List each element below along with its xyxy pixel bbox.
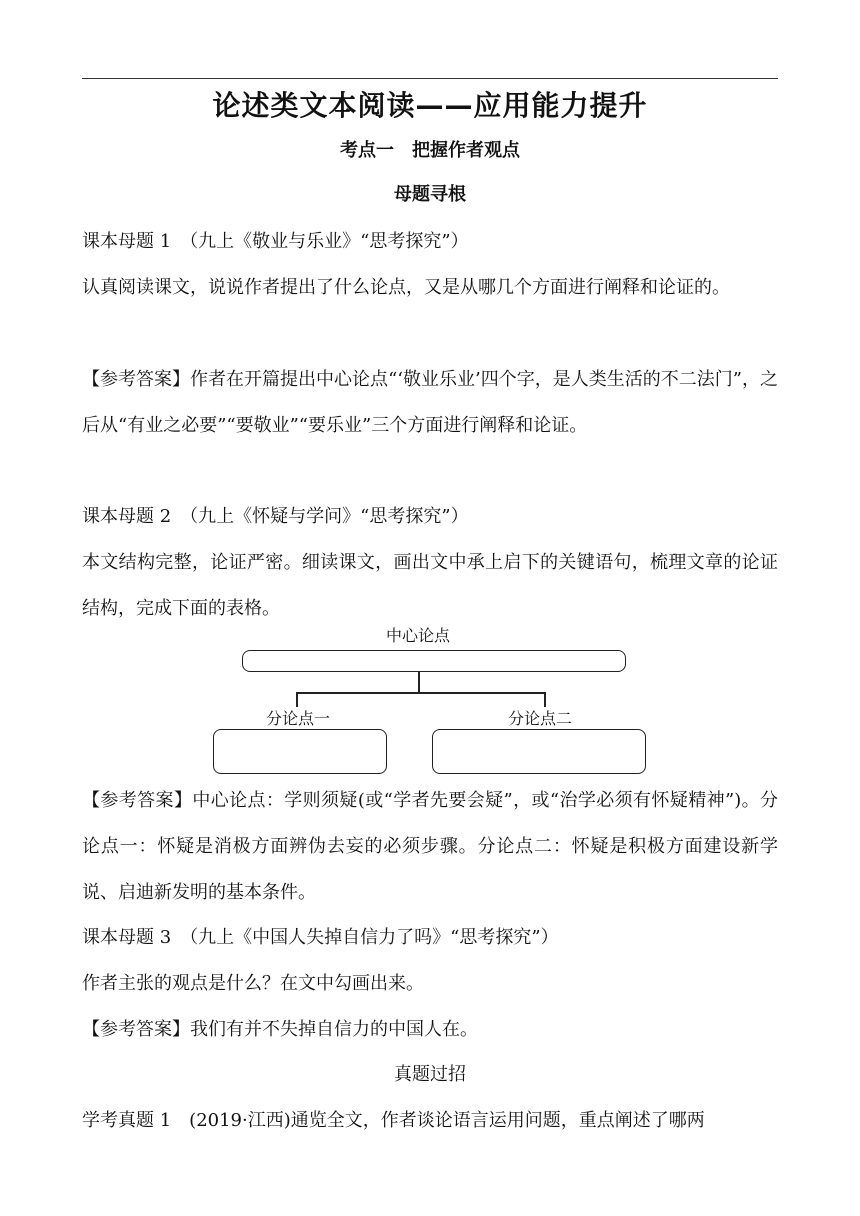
- diagram-left-label: 分论点一: [266, 709, 331, 728]
- page-title: 论述类文本阅读——应用能力提升: [212, 89, 648, 122]
- q3-text: 作者主张的观点是什么？在文中勾画出来。: [82, 973, 424, 994]
- q2-heading: 课本母题 2 （九上《怀疑与学问》“思考探究”）: [82, 506, 469, 527]
- sub-point-two-box: [432, 729, 646, 774]
- diagram-right-label: 分论点二: [508, 709, 573, 728]
- q1-text: 认真阅读课文，说说作者提出了什么论点，又是从哪几个方面进行阐释和论证的。: [82, 277, 730, 298]
- header-rule: [82, 78, 778, 79]
- diagram-stem-line: [418, 672, 420, 693]
- sub-point-one-box: [213, 729, 387, 774]
- section-heading: 考点一 把握作者观点: [340, 140, 520, 161]
- q3-heading: 课本母题 3 （九上《中国人失掉自信力了吗》“思考探究”）: [82, 927, 559, 948]
- q3-answer: 【参考答案】我们有并不失掉自信力的中国人在。: [82, 1019, 478, 1040]
- q2-text: 本文结构完整，论证严密。细读课文，画出文中承上启下的关键语句，梳理文章的论证结构，完成下面的表格。: [82, 552, 778, 619]
- diagram-center-label: 中心论点: [386, 626, 451, 645]
- q2-answer: 【参考答案】中心论点：学则须疑(或“学者先要会疑”，或“治学必须有怀疑精神”)。分论点一：怀疑是消极方面辨伪去妄的必须步骤。分论点二：怀疑是积极方面建设新学说、启迪新发明的基本条件。: [82, 790, 778, 903]
- subsection-heading: 母题寻根: [394, 184, 466, 205]
- diagram-left-drop: [296, 692, 298, 707]
- diagram-branch-line: [296, 692, 545, 694]
- diagram-right-drop: [544, 692, 546, 707]
- section-heading-2: 真题过招: [394, 1064, 466, 1085]
- q1-answer: 【参考答案】作者在开篇提出中心论点“‘敬业乐业’四个字，是人类生活的不二法门”，之后从“有业之必要”“要敬业”“要乐业”三个方面进行阐释和论证。: [82, 369, 778, 436]
- q1-heading: 课本母题 1 （九上《敬业与乐业》“思考探究”）: [82, 231, 469, 252]
- q4-text: 学考真题 1 (2019·江西)通览全文，作者谈论语言运用问题，重点阐述了哪两: [82, 1110, 705, 1131]
- center-point-box: [242, 650, 626, 672]
